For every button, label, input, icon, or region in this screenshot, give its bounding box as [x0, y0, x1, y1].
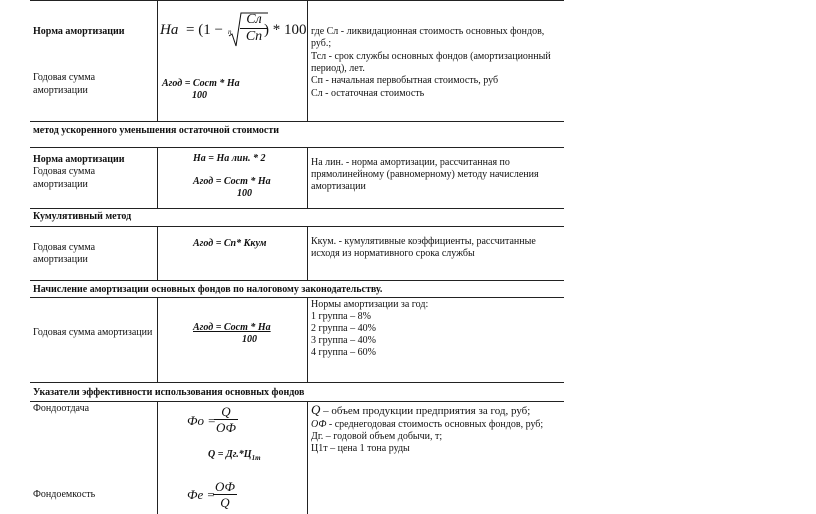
r2-note-0: На лин. - норма амортизации, рассчитанная по — [311, 157, 510, 168]
r5-note-c: Ц1т – цена 1 тона руды — [311, 443, 410, 454]
fo-fraction — [214, 404, 238, 435]
r2-formula-line2: Агод = Сост * На — [193, 176, 271, 187]
r5-left-1: Фондоотдача — [33, 403, 90, 414]
annual-formula-line1: Агод = Сост * На — [162, 78, 240, 89]
q-formula-sub: 1т — [251, 454, 261, 462]
col-divider-2 — [307, 226, 308, 280]
fe-lhs: Фе = — [187, 487, 216, 502]
rule-row3-bottom — [30, 280, 564, 281]
r2-left-sub-1: Годовая сумма — [33, 166, 96, 177]
rule-sec3-bottom — [30, 297, 564, 298]
rule-sec2-bottom — [30, 226, 564, 227]
r3-left-2: амортизации — [33, 254, 88, 265]
r4-left: Годовая сумма амортизации — [33, 327, 153, 338]
r3-note-0: Ккум. - кумулятивные коэффициенты, рассчитанные — [311, 236, 536, 247]
fo-lhs: Фо = — [187, 413, 216, 428]
r3-note-1: исходя из нормативного срока службы — [311, 248, 475, 259]
q-formula-main: Q = Дг.*Ц — [208, 449, 252, 460]
col-divider-2 — [307, 0, 308, 121]
formula-lhs: На — [160, 22, 179, 38]
formula-num: Сл — [246, 12, 262, 27]
rule-top — [30, 0, 564, 1]
formula-eq: = (1 − — [186, 22, 223, 38]
r1-note-4: Сп - начальная первобытная стоимость, руб — [311, 75, 499, 86]
r4-note-0: Нормы амортизации за год: — [311, 299, 429, 310]
r4-note-1: 1 группа – 8% — [311, 311, 371, 322]
rule-row2-bottom — [30, 208, 564, 209]
r1-note-2: Тсл - срок службы основных фондов (амортизационный — [311, 51, 551, 62]
r4-note-4: 4 группа – 60% — [311, 347, 376, 358]
rule-row1-bottom — [30, 121, 564, 122]
col-divider-1 — [157, 401, 158, 514]
fe-fraction — [213, 479, 237, 510]
fe-den: Q — [220, 495, 230, 510]
fo-num: Q — [221, 404, 231, 419]
col-divider-2 — [307, 401, 308, 514]
col-divider-1 — [157, 297, 158, 382]
r5-note-dg: Дг. – годовой объем добычи, т; — [311, 431, 443, 442]
r5-note-q — [311, 404, 530, 418]
note-q-symbol: Q — [311, 402, 321, 417]
r4-note-2: 2 группа – 40% — [311, 323, 376, 334]
fo-den: ОФ — [215, 420, 236, 435]
r5-left-2: Фондоемкость — [33, 489, 96, 500]
radical-index: n — [228, 28, 232, 36]
note-of-symbol: ОФ — [311, 419, 327, 430]
r2-note-1: прямолинейному (равномерному) методу начисления — [311, 169, 539, 180]
section-accelerated-title: метод ускоренного уменьшения остаточной стоимости — [33, 125, 280, 136]
r4-formula-line2: 100 — [242, 334, 257, 345]
section-tax-title: Начисление амортизации основных фондов по налоговому законодательству. — [33, 284, 383, 295]
formula-tail: ) * 100 — [264, 22, 307, 38]
section-cumulative-title: Кумулятивный метод — [33, 211, 132, 222]
note-of-text: - среднегодовая стоимость основных фондов, руб; — [326, 419, 544, 430]
section-efficiency-title: Указатели эффективности использования основных фондов — [33, 387, 305, 398]
r2-formula-line1: На = На лин. * 2 — [193, 153, 266, 164]
formula-den: Сп — [245, 29, 263, 44]
col-divider-1 — [157, 147, 158, 208]
rule-row4-bottom — [30, 382, 564, 383]
r1-left-sub-1: Годовая сумма — [33, 72, 96, 83]
col-divider-2 — [307, 297, 308, 382]
norm-formula — [160, 10, 306, 50]
r1-note-5: Сл - остаточная стоимость — [311, 88, 425, 99]
q-formula — [208, 449, 261, 464]
r2-left-sub-2: амортизации — [33, 179, 88, 190]
r2-left-title: Норма амортизации — [33, 154, 125, 165]
col-divider-1 — [157, 226, 158, 280]
annual-formula-line2: 100 — [192, 90, 207, 101]
col-divider-1 — [157, 0, 158, 121]
r4-formula-line1: Агод = Сост * На — [193, 322, 271, 333]
r5-note-of — [311, 419, 543, 432]
col-divider-2 — [307, 147, 308, 208]
r1-note-3: период), лет. — [311, 63, 365, 74]
r2-note-2: амортизации — [311, 181, 366, 192]
r2-formula-line3: 100 — [237, 188, 252, 199]
r4-note-3: 3 группа – 40% — [311, 335, 376, 346]
fe-num: ОФ — [214, 479, 235, 494]
rule-sec4-bottom — [30, 401, 564, 402]
r1-left-title: Норма амортизации — [33, 26, 125, 37]
r3-formula: Агод = Сп* Ккум — [193, 238, 267, 249]
note-q-text: – объем продукции предприятия за год, руб; — [320, 405, 531, 417]
r1-note-1: руб.; — [311, 38, 332, 49]
r1-left-sub-2: амортизации — [33, 85, 88, 96]
rule-sec1-bottom — [30, 147, 564, 148]
r1-note-0: где Сл - ликвидационная стоимость основных фондов, — [311, 26, 545, 37]
r3-left-1: Годовая сумма — [33, 242, 96, 253]
